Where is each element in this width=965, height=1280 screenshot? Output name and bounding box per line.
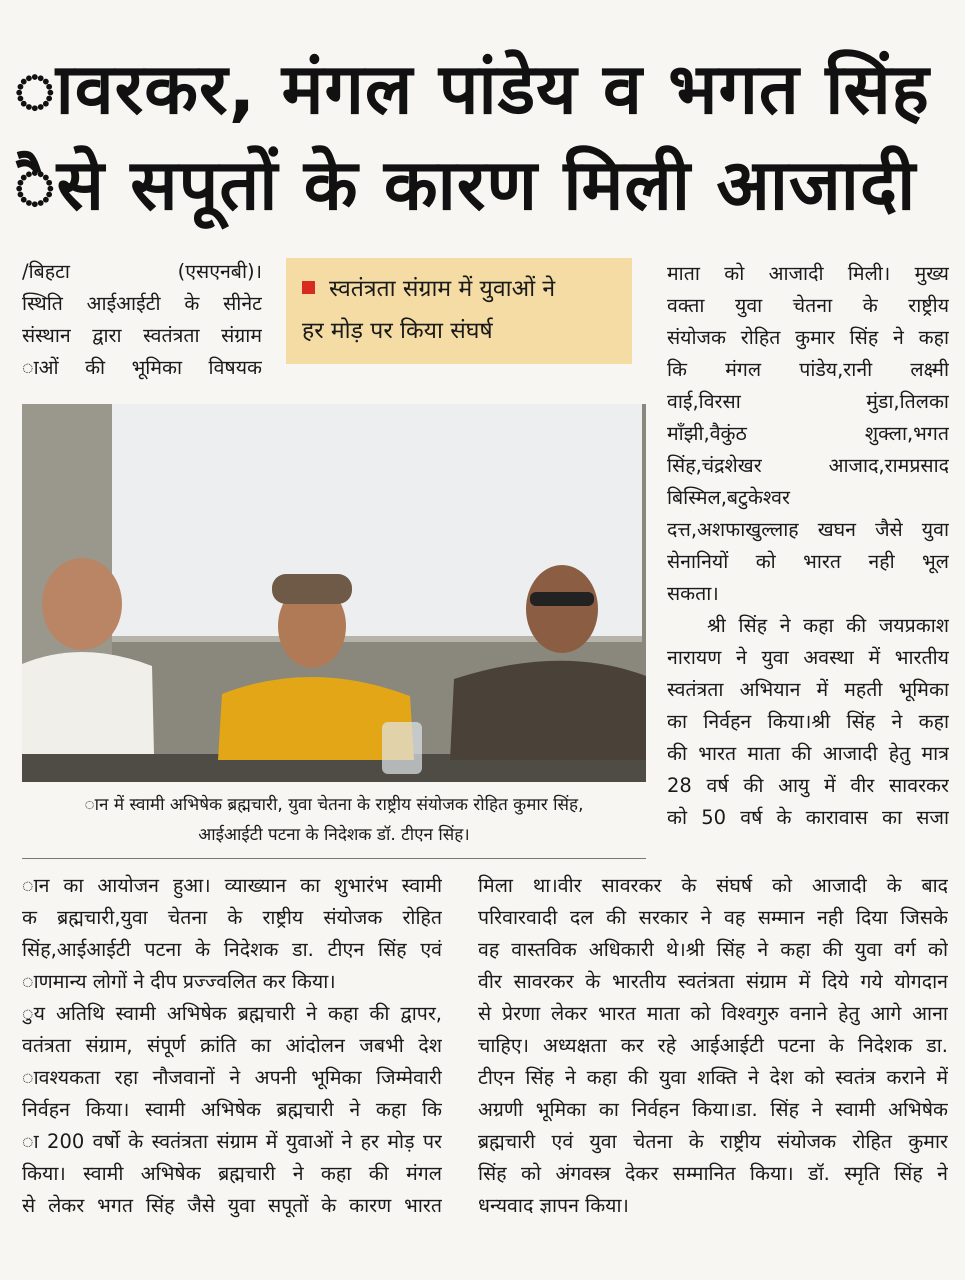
highlight-line-1: स्वतंत्रता संग्राम में युवाओं ने <box>302 268 616 310</box>
text-line: वीर सावरकर के भारतीय स्वतंत्रता संग्राम में दिये गये योगदान <box>478 970 948 993</box>
text-line: ावश्यकता रहा नौजवानों ने अपनी भूमिका जिम्मेवारी <box>22 1066 442 1089</box>
text-line: धन्यवाद ज्ञापन किया। <box>478 1194 629 1217</box>
text-line: मिला था।वीर सावरकर के संघर्ष को आजादी के बाद <box>478 874 948 897</box>
bottom-right-column <box>478 870 948 1222</box>
caption-divider <box>22 858 646 859</box>
text-line: परिवारवादी दल की सरकार ने वह सम्मान नही दिया जिसके <box>478 906 948 929</box>
text-line: वक्ता युवा चेतना के राष्ट्रीय <box>667 294 949 317</box>
text-line: संयोजक रोहित कुमार सिंह ने कहा <box>667 326 949 349</box>
text-line: दत्त,अशफाखुल्लाह खघन जैसे युवा <box>667 518 949 541</box>
text-line: को 50 वर्ष के कारावास का सजा <box>667 806 949 829</box>
text-line: स्वतंत्रता अभियान में महती भूमिका <box>667 678 949 701</box>
text-line: माँझी,वैकुंठ शुक्ला,भगत <box>667 422 949 445</box>
text-line: क ब्रह्मचारी,युवा चेतना के राष्ट्रीय संयोजक रोहित <box>22 906 442 929</box>
highlight-box <box>286 258 632 364</box>
text-line: ान का आयोजन हुआ। व्याख्यान का शुभारंभ स्वामी <box>22 874 442 897</box>
event-photo <box>22 404 646 782</box>
text-line: /बिहटा (एसएनबी)। <box>22 260 262 283</box>
text-line: वाई,विरसा मुंडा,तिलका <box>667 390 949 413</box>
text-line: माता को आजादी मिली। मुख्य <box>667 262 949 285</box>
text-line: ा 200 वर्षो के स्वतंत्रता संग्राम में युवाओं ने हर मोड़ पर <box>22 1130 442 1153</box>
text-line: ाओं की भूमिका विषयक <box>22 356 262 379</box>
text-line: की भारत माता की आजादी हेतु मात्र <box>667 742 949 765</box>
text-line: 28 वर्ष की आयु में वीर सावरकर <box>667 774 949 797</box>
text-line: स्थिति आईआईटी के सीनेट <box>22 292 262 315</box>
square-bullet-icon <box>302 281 315 294</box>
text-line: कि मंगल पांडेय,रानी लक्ष्मी <box>667 358 949 381</box>
text-line: से प्रेरणा लेकर भारत माता को विश्वगुरु वनाने हेतु आगे आना <box>478 1002 948 1025</box>
text-line: वतंत्रता संग्राम, संपूर्ण क्रांति का आंदोलन जबभी देश <box>22 1034 442 1057</box>
text-line: श्री सिंह ने कहा की जयप्रकाश <box>707 614 949 637</box>
text-line: से लेकर भगत सिंह जैसे युवा सपूतों के कारण भारत <box>22 1194 442 1217</box>
highlight-line-2: हर मोड़ पर किया संघर्ष <box>302 318 493 344</box>
event-photo-illustration <box>22 404 646 782</box>
photo-caption <box>22 790 646 850</box>
text-line: ब्रह्मचारी एवं युवा चेतना के राष्ट्रीय संयोजक रोहित कुमार <box>478 1130 948 1153</box>
text-line: ुय अतिथि स्वामी अभिषेक ब्रह्मचारी ने कहा की द्वापर, <box>22 1002 442 1025</box>
caption-line-2: आईआईटी पटना के निदेशक डॉ. टीएन सिंह। <box>198 825 470 845</box>
left-top-column <box>22 256 262 384</box>
text-line: ाणमान्य लोगों ने दीप प्रज्ज्वलित कर किया। <box>22 970 336 993</box>
text-line: सिंह,आईआईटी पटना के निदेशक डा. टीएन सिंह एवं <box>22 938 442 961</box>
caption-line-1: ान में स्वामी अभिषेक ब्रह्मचारी, युवा चेतना के राष्ट्रीय संयोजक रोहित कुमार सिंह, <box>84 795 584 815</box>
text-line: वह वास्तविक अधिकारी थे।श्री सिंह ने कहा की युवा वर्ग को <box>478 938 948 961</box>
text-line: अग्रणी भूमिका का निर्वहन किया।डा. सिंह ने स्वामी अभिषेक <box>478 1098 948 1121</box>
text-line: नारायण ने युवा अवस्था में भारतीय <box>667 646 949 669</box>
text-line: किया। स्वामी अभिषेक ब्रह्मचारी ने कहा की मंगल <box>22 1162 442 1185</box>
text-line: का निर्वहन किया।श्री सिंह ने कहा <box>667 710 949 733</box>
text-line: बिस्मिल,बटुकेश्वर <box>667 486 790 509</box>
headline-line-1: ावरकर, मंगल पांडेय व भगत सिंह <box>14 48 930 130</box>
text-line: सिंह को अंगवस्त्र देकर सम्मानित किया। डॉ. स्मृति सिंह ने <box>478 1162 948 1185</box>
text-line: चाहिए। अध्यक्षता कर रहे आईआईटी पटना के निदेशक डा. <box>478 1034 948 1057</box>
text-line: सेनानियों को भारत नही भूल <box>667 550 949 573</box>
bottom-left-column <box>22 870 442 1222</box>
text-line: सिंह,चंद्रशेखर आजाद,रामप्रसाद <box>667 454 949 477</box>
headline-line-2: ैसे सपूतों के कारण मिली आजादी <box>14 144 917 226</box>
text-line: निर्वहन किया। स्वामी अभिषेक ब्रह्मचारी ने कहा कि <box>22 1098 442 1121</box>
right-column <box>667 258 949 834</box>
text-line: संस्थान द्वारा स्वतंत्रता संग्राम <box>22 324 262 347</box>
text-line: सकता। <box>667 582 719 605</box>
text-line: टीएन सिंह ने कहा की युवा शक्ति ने देश को स्वतंत्र कराने में <box>478 1066 948 1089</box>
